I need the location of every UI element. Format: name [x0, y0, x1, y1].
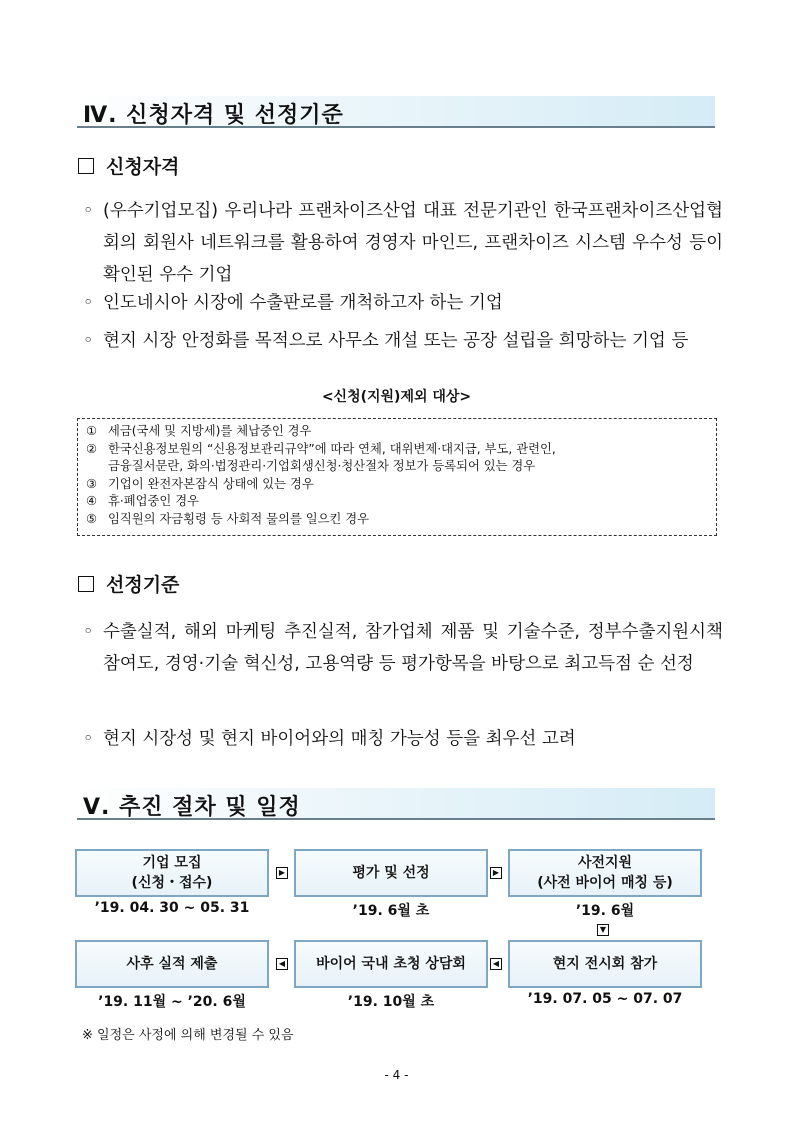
- bullet-marker: ◦: [83, 331, 94, 351]
- bullet-text: 인도네시아 시장에 수출판로를 개척하고자 하는 기업: [103, 293, 503, 313]
- process-step-label: 바이어 국내 초청 상담회: [316, 956, 466, 972]
- exclusion-title: <신청(지원)제외 대상>: [321, 389, 472, 405]
- process-step-buyer-invitation: [294, 940, 488, 988]
- arrow-left-icon: ◀: [490, 958, 502, 970]
- criteria-heading: [78, 570, 179, 597]
- exclusion-text: 임직원의 자금횡령 등 사회적 물의를 일으킨 경우: [108, 511, 370, 526]
- process-step-sublabel: (사전 바이어 매칭 등): [537, 875, 673, 891]
- exclusion-box: [77, 418, 717, 536]
- exclusion-text: 휴·폐업중인 경우: [108, 494, 199, 508]
- exclusion-item-2: [84, 441, 710, 476]
- process-step-exhibition: [508, 940, 702, 988]
- process-step-post-report: [75, 940, 269, 988]
- exclusion-number: ③: [86, 476, 98, 491]
- bullet-marker: ◦: [83, 201, 94, 221]
- process-date: ’19. 6월 초: [352, 903, 430, 919]
- criteria-bullet-1: [83, 616, 723, 680]
- process-date: ’19. 11월 ~ ’20. 6월: [98, 994, 246, 1010]
- process-step-pre-support: [508, 849, 702, 897]
- bullet-text: 현지 시장 안정화를 목적으로 사무소 개설 또는 공장 설립을 희망하는 기업 등: [103, 331, 689, 351]
- bullet-marker: ◦: [83, 622, 94, 642]
- process-date: ’19. 04. 30 ~ 05. 31: [94, 900, 250, 916]
- schedule-note: ※ 일정은 사정에 의해 변경될 수 있음: [82, 1028, 294, 1043]
- qualification-heading-text: 신청자격: [106, 156, 180, 178]
- section-4-title: Ⅳ. 신청자격 및 선정기준: [83, 103, 344, 128]
- process-date: ’19. 6월: [575, 903, 635, 919]
- arrow-right-icon: ▶: [276, 867, 288, 879]
- exclusion-item-5: [84, 511, 710, 529]
- arrow-right-icon: ▶: [490, 867, 502, 879]
- arrow-down-icon: ▼: [597, 924, 609, 936]
- qualification-bullet-2: [83, 287, 723, 319]
- section-5-title: Ⅴ. 추진 절차 및 일정: [83, 795, 301, 820]
- bullet-text: 현지 시장성 및 현지 바이어와의 매칭 가능성 등을 최우선 고려: [103, 729, 576, 749]
- exclusion-text: 한국신용정보원의 “신용정보관리규약”에 따라 연체, 대위변제·대지급, 부도, 관련인,: [108, 441, 556, 456]
- checkbox-square-icon: [78, 158, 94, 174]
- criteria-bullet-2: [83, 723, 723, 755]
- exclusion-item-4: [84, 493, 710, 511]
- process-step-evaluation: [294, 849, 488, 897]
- checkbox-square-icon: [78, 576, 94, 592]
- exclusion-text: 세금(국세 및 지방세)를 체납중인 경우: [108, 424, 312, 438]
- process-date: ’19. 10월 초: [347, 994, 435, 1010]
- qualification-heading: [78, 152, 179, 179]
- process-step-label: 사후 실적 제출: [126, 956, 218, 972]
- process-step-label: 평가 및 선정: [352, 865, 430, 881]
- page-number: - 4 -: [384, 1068, 409, 1082]
- bullet-marker: ◦: [83, 293, 94, 313]
- process-step-recruit: [75, 849, 269, 897]
- process-step-sublabel: (신청・접수): [131, 875, 213, 891]
- exclusion-number: ①: [86, 424, 98, 438]
- process-step-label: 현지 전시회 참가: [552, 956, 658, 972]
- section-4-header: [77, 96, 715, 128]
- process-step-label: 기업 모집: [142, 855, 202, 871]
- bullet-marker: ◦: [83, 729, 94, 749]
- arrow-left-icon: ◀: [276, 958, 288, 970]
- exclusion-text: 기업이 완전자본잠식 상태에 있는 경우: [108, 476, 314, 491]
- exclusion-text-cont: 금융질서문란, 화의·법정관리·기업회생신청·청산절차 정보가 등록되어 있는 경우: [108, 459, 536, 473]
- bullet-text: (우수기업모집) 우리나라 프랜차이즈산업 대표 전문기관인 한국프랜차이즈산업협회의 회원사 네트워크를 활용하여 경영자 마인드, 프랜차이즈 시스템 우수성 등이 확인된 우수 기업: [103, 201, 723, 285]
- exclusion-number: ②: [86, 441, 98, 456]
- criteria-heading-text: 선정기준: [106, 574, 180, 596]
- bullet-text: 수출실적, 해외 마케팅 추진실적, 참가업체 제품 및 기술수준, 정부수출지원시책 참여도, 경영·기술 혁신성, 고용역량 등 평가항목을 바탕으로 최고득점 순 선정: [103, 622, 723, 674]
- qualification-bullet-3: [83, 325, 723, 357]
- exclusion-number: ⑤: [86, 511, 98, 526]
- process-step-label: 사전지원: [577, 855, 633, 871]
- qualification-bullet-1: [83, 195, 723, 291]
- section-5-header: [77, 788, 715, 820]
- exclusion-number: ④: [86, 494, 98, 508]
- exclusion-item-1: [84, 423, 710, 441]
- process-date: ’19. 07. 05 ~ 07. 07: [527, 991, 683, 1007]
- exclusion-item-3: [84, 476, 710, 494]
